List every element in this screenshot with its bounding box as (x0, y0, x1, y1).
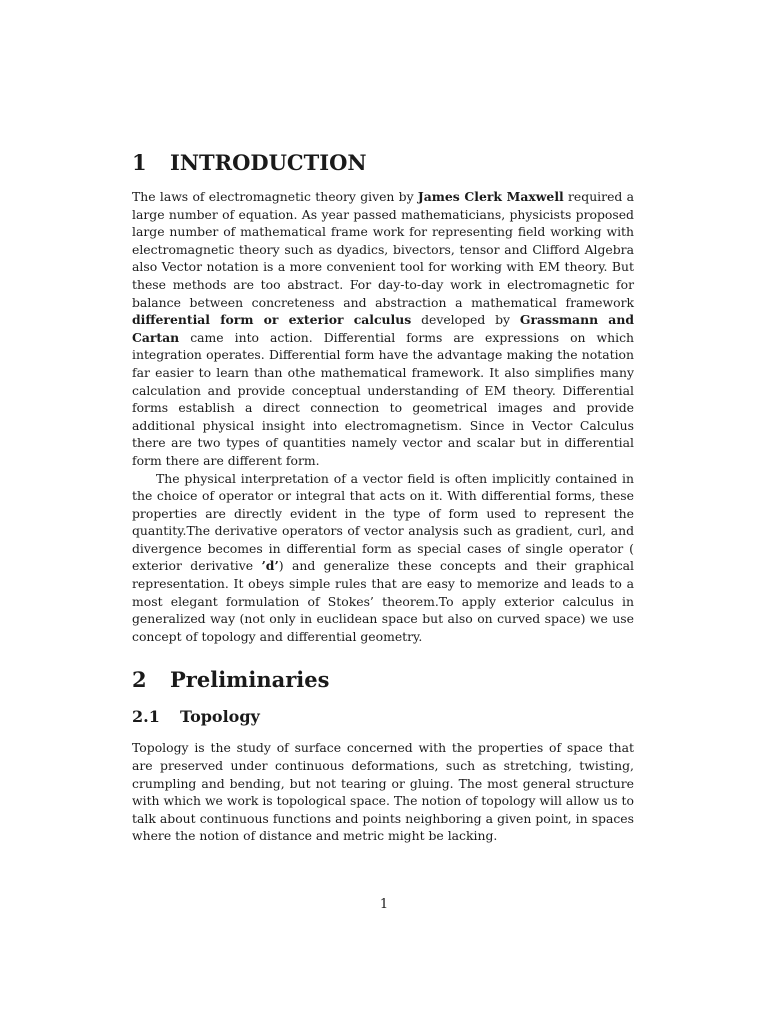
bold-term-differential-form: differential form or exterior calculus (132, 312, 412, 328)
subsection-heading-topology (132, 707, 634, 727)
bold-name-maxwell: James Clerk Maxwell (417, 189, 564, 204)
text-run: came into action. Differential forms are expressions on which integration operates. Differential form have the advantage making the notation far easier to learn than othe mathematical framework. It also simplifies many calculation and provide conceptual understanding of EM theory. Differential forms establish a direct connection to geometrical images and provide additional physical insight into electromagnetism. Since in Vector Calculus there are two types of quantities namely vector and scalar but in differential form there are different form. (132, 329, 634, 468)
section-number: 2 (132, 667, 147, 693)
page-body (132, 150, 634, 845)
text-run: The laws of electromagnetic theory given by (132, 189, 418, 204)
topology-paragraph: Topology is the study of surface concerned with the properties of space that are preserved under continuous deformations, such as stretching, twisting, crumpling and bending, but not tearing or gluing. The most general structure with which we work is topological space. The notion of topology will allow us to talk about continuous functions and points neighboring a given point, in spaces where the notion of distance and metric might be lacking. (132, 740, 634, 844)
text-run: The physical interpretation of a vector field is often implicitly contained in the choice of operator or integral that acts on it. With differential forms, these properties are directly evident in the type of form used to represent the quantity.The derivative operators of vector analysis such as gradient, curl, and divergence becomes in differential form as special cases of single operator ( exterior derivative (132, 470, 634, 574)
bold-term-d: ’d’ (261, 558, 279, 574)
section-heading-introduction (132, 150, 634, 176)
section-title: INTRODUCTION (170, 150, 367, 175)
introduction-paragraph-2 (132, 470, 634, 646)
introduction-paragraph-1 (132, 188, 634, 470)
subsection-number: 2.1 (132, 707, 160, 727)
text-run: developed by (411, 312, 520, 328)
section-title: Preliminaries (170, 667, 330, 693)
subsection-title: Topology (180, 707, 260, 727)
section-number: 1 (132, 150, 147, 175)
bold-name-grassmann-cartan: Grassmann and Cartan (132, 312, 634, 345)
section-heading-preliminaries (132, 667, 634, 693)
page-number: 1 (379, 897, 389, 912)
text-run: ) and generalize these concepts and their graphical representation. It obeys simple rules that are easy to memorize and leads to a most elegant formulation of Stokes’ theorem.To apply exterior calculus in generalized way (not only in euclidean space but also on curved space) we use concept of topology and differential geometry. (132, 558, 634, 644)
text-run: required a large number of equation. As year passed mathematicians, physicists proposed large number of mathematical frame work for representing field working with electromagnetic theory such as dyadics, bivectors, tensor and Clifford Algebra also Vector notation is a more convenient tool for working with EM theory. But these methods are too abstract. For day-to-day work in electromagnetic for balance between concreteness and abstraction a mathematical framework (132, 189, 634, 310)
